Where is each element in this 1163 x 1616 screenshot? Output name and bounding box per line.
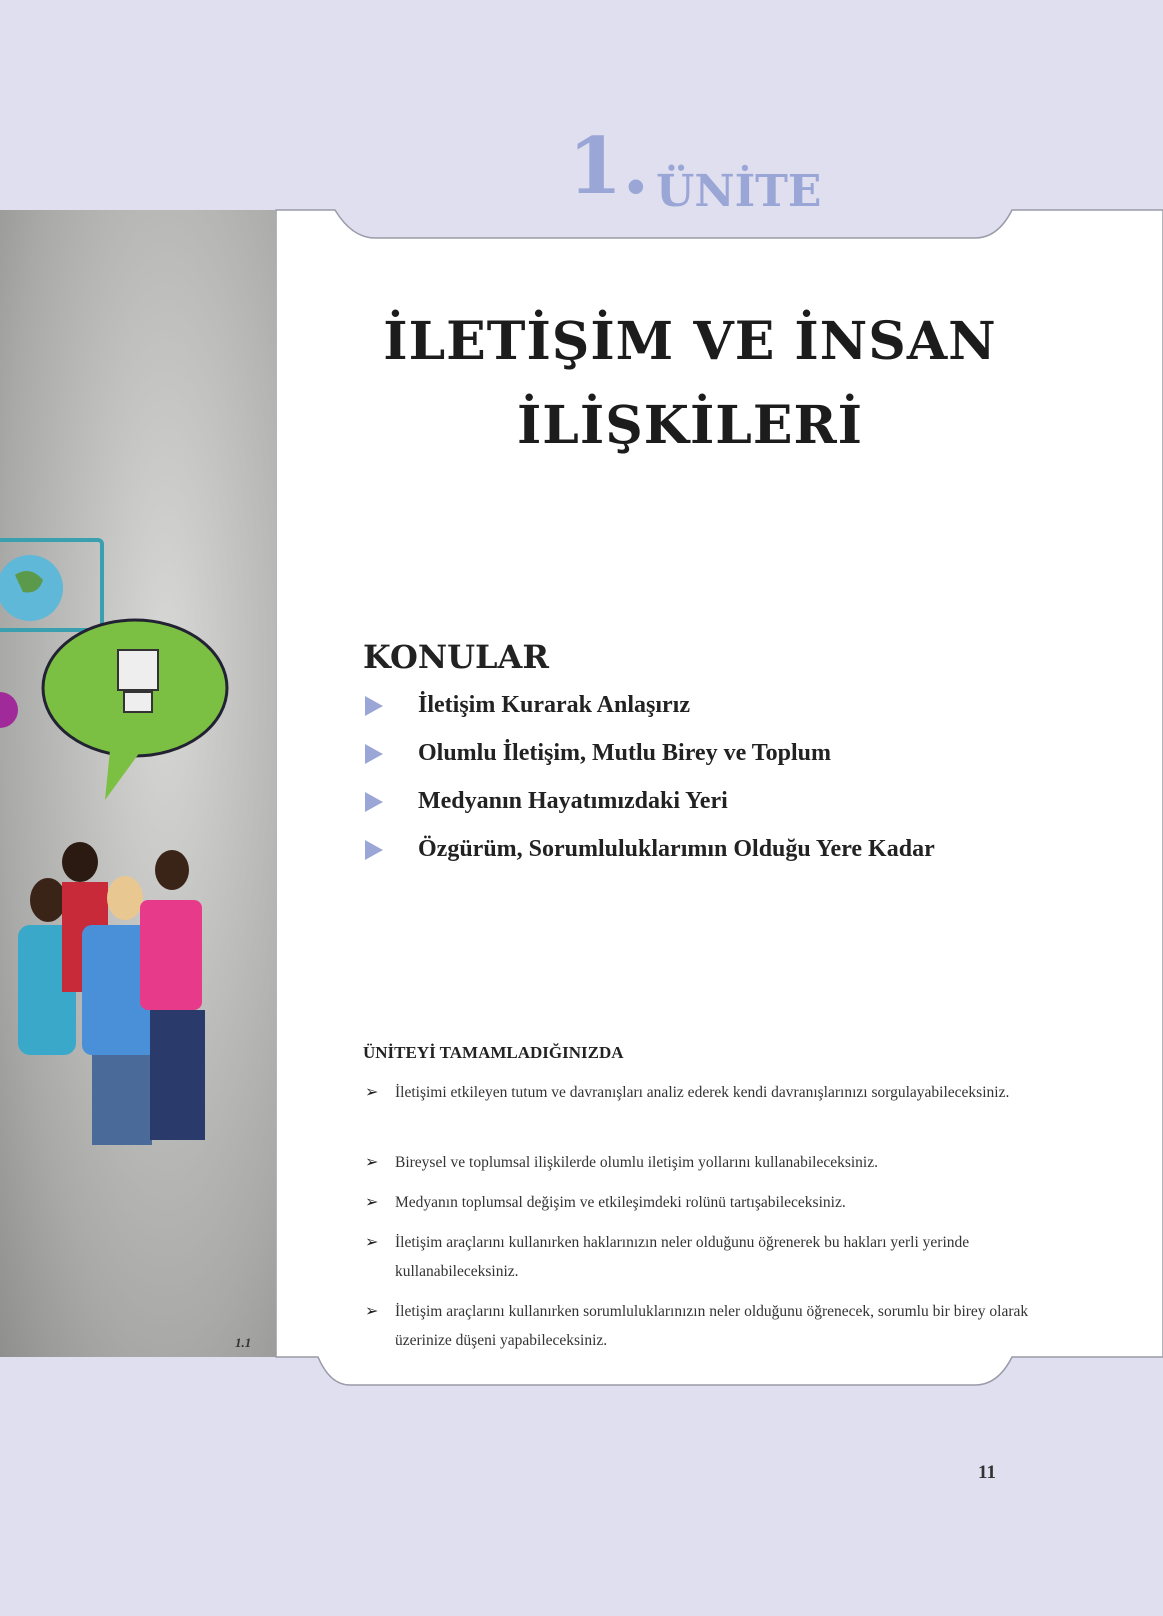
goal-item: ➢ Bireysel ve toplumsal ilişkilerde olumlu iletişim yollarını kullanabileceksiniz. xyxy=(365,1148,1030,1177)
photo-illustration xyxy=(0,210,276,1357)
goal-item: ➢ Medyanın toplumsal değişim ve etkileşimdeki rolünü tartışabileceksiniz. xyxy=(365,1188,1030,1217)
arrow-bullet-icon: ➢ xyxy=(365,1194,379,1211)
triangle-bullet-icon xyxy=(365,744,383,764)
robot-icon xyxy=(118,650,158,690)
goal-item: ➢ İletişim araçlarını kullanırken sorumluluklarınızın neler olduğunu öğrenecek, sorumlu bir birey olarak üzerinize düşeni yapabileceksiniz. xyxy=(365,1297,1030,1355)
triangle-bullet-icon xyxy=(365,696,383,716)
topic-item: Olumlu İletişim, Mutlu Birey ve Toplum xyxy=(365,740,831,767)
topic-item: Özgürüm, Sorumluluklarımın Olduğu Yere Kadar xyxy=(365,836,935,863)
arrow-bullet-icon: ➢ xyxy=(365,1084,379,1101)
unit-title-line1: İLETİŞİM VE İNSAN xyxy=(383,311,997,372)
arrow-bullet-icon: ➢ xyxy=(365,1154,379,1171)
arrow-bullet-icon: ➢ xyxy=(365,1234,379,1251)
triangle-bullet-icon xyxy=(365,840,383,860)
goal-item: ➢ İletişim araçlarını kullanırken haklarınızın neler olduğunu öğrenerek bu hakları yerli yerinde kullanabileceksiniz. xyxy=(365,1228,1030,1286)
arrow-bullet-icon: ➢ xyxy=(365,1303,379,1320)
unit-label: ÜNİTE xyxy=(656,166,822,217)
page-number: 11 xyxy=(978,1462,996,1483)
topic-item: İletişim Kurarak Anlaşırız xyxy=(365,692,690,719)
figure-caption: 1.1 xyxy=(235,1335,252,1350)
children-group xyxy=(18,842,205,1145)
children-photo xyxy=(0,210,276,1357)
unit-number: 1. xyxy=(568,121,650,212)
triangle-bullet-icon xyxy=(365,792,383,812)
unit-title-line2: İLİŞKİLERİ xyxy=(516,395,864,456)
topic-item: Medyanın Hayatımızdaki Yeri xyxy=(365,788,728,815)
unit-title xyxy=(300,300,1080,468)
goal-item: ➢ İletişimi etkileyen tutum ve davranışları analiz ederek kendi davranışlarınızı sorgulayabileceksiniz. xyxy=(365,1078,1030,1107)
topics-heading: KONULAR xyxy=(363,638,549,676)
goals-heading: ÜNİTEYİ TAMAMLADIĞINIZDA xyxy=(363,1043,624,1062)
